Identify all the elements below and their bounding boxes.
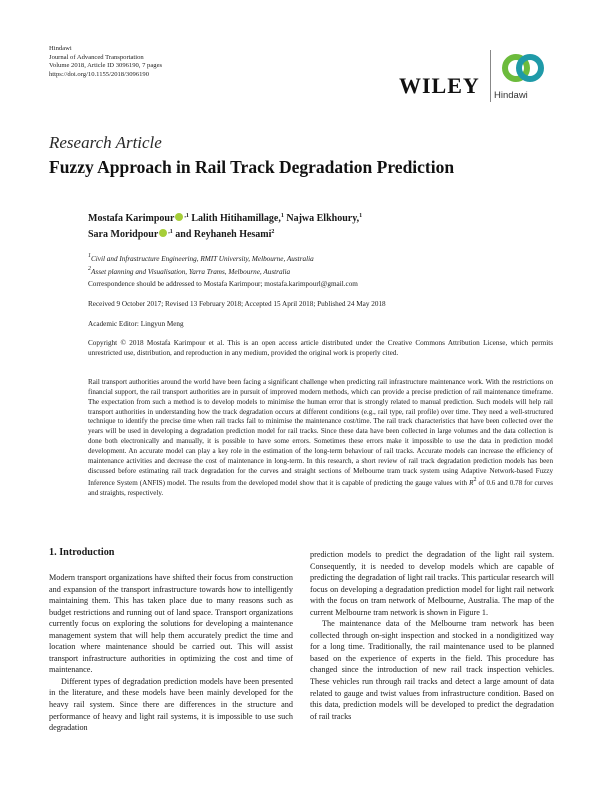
- volume-info: Volume 2018, Article ID 3096190, 7 pages: [49, 62, 163, 70]
- author-list: [88, 210, 548, 241]
- paragraph: The maintenance data of the Melbourne tram network has been collected through on-sight inspection and stocked in a nondigitized way for a long time. Traditionally, the rail maintenance used to be planned based on the experience of experts in the field. This procedure has changed since the introduction of new rail track inspection vehicles. These vehicles run through rail tracks and detect a large amount of data related to gauge and twist values from infrastructure condition. Based on this data, prediction models will be developed to predict the degradation of rail tracks: [310, 619, 554, 721]
- paragraph: prediction models to predict the degradation of the light rail system. Consequently, it is needed to develop models which are capable of predicting the degradation of light rail tracks. This particular research will focus on developing a degradation prediction model for light rail network with the focus on tram network of Melbourne, Australia. The map of the current Melbourne tram network is shown in Figure 1.: [310, 550, 554, 617]
- abstract: [88, 378, 553, 499]
- author-name[interactable]: Lalith Hitihamillage,: [188, 213, 281, 224]
- publisher-logos: [395, 48, 555, 104]
- copyright-notice: Copyright © 2018 Mostafa Karimpour et al. This is an open access article distributed under the Creative Commons Attribution License, which permits unrestricted use, distribution, and reproduction in any medium, provided the original work is properly cited.: [88, 339, 553, 357]
- wiley-logo: WILEY: [399, 73, 480, 98]
- article-type: Research Article: [49, 133, 162, 152]
- orcid-icon[interactable]: [159, 229, 167, 237]
- abstract-tail: of 0.6 and 0.78 for curves and straights, respectively.: [88, 479, 553, 498]
- publisher-name: Hindawi: [49, 45, 72, 52]
- doi-link[interactable]: https://doi.org/10.1155/2018/3096190: [49, 70, 150, 78]
- affiliation-marker: ,1: [184, 213, 189, 219]
- affiliations: [88, 251, 548, 277]
- author-name[interactable]: and Reyhaneh Hesami: [172, 228, 272, 240]
- affiliation-1: $^1$Civil and Infrastructure Engineering, RMIT University, Melbourne, Australia: [88, 253, 314, 263]
- affiliation-marker: ,1: [168, 228, 173, 235]
- publication-dates: Received 9 October 2017; Revised 13 February 2018; Accepted 15 April 2018; Published 24 May 2018: [88, 300, 386, 308]
- paragraph: Modern transport organizations have shifted their focus from construction and expansion of the transport infrastructure towards how to intelligently maintaining them. This has taken place due to many reasons such as budget restrictions and running out of land space. Transport organizations currently focus on exploring the solutions for developing a maintenance management system that will help them accurately predict the time and location where maintenance should be carried out. This will assist transport infrastructure authorities in optimizing the cost and time of maintenance.: [49, 573, 293, 675]
- affiliation-2: $^2$Asset planning and Visualisation, Yarra Trams, Melbourne, Australia: [88, 266, 291, 276]
- r-symbol: R: [469, 479, 474, 488]
- author-name[interactable]: Najwa Elkhoury,: [283, 213, 360, 224]
- section-heading-introduction: 1. Introduction: [49, 547, 115, 558]
- hindawi-logo-icon: [501, 48, 545, 88]
- left-column: [49, 572, 293, 734]
- abstract-text: Rail transport authorities around the world have been facing a significant challenge when predicting rail infrastructure maintenance work. With the restrictions on financial support, the rail transport authorities are in pursuit of improved modern methods, which can provide a precise prediction of rail maintenance timeframe. The expectation from such a method is to develop models to minimise the human error that is strongly related to manual prediction. Such models will help rail transport authorities in understanding how the track degradation occurs at different conditions (e.g., rail type, rail profile) over time. They need a well-structured technique to identify the precise time when rail tracks fail to minimise the maintenance cost/time. The rail track characteristics that have been collected over the years will be used in developing a degradation prediction model for rail tracks. Since these data have been collected in large volumes and the data collection is done both electronically and manually, it is possible to have some errors. Sometimes these errors make it impossible to use the data in prediction model development. An accurate model can play a key role in the estimation of the long-term behaviour of rail tracks. Accurate models can increase the efficiency of maintenance activities and decrease the cost of maintenance in long-term. In this research, a short review of rail track degradation prediction models has been discussed before estimating rail track degradation for the curves and straight sections of Melbourne tram track system using Adaptive Network-based Fuzzy Inference System (ANFIS) model. The results from the developed model show that it is capable of predicting the gauge values with: [88, 378, 553, 488]
- affiliation-marker: 2: [271, 228, 275, 235]
- orcid-icon[interactable]: [175, 213, 183, 221]
- author-name[interactable]: Sara Moridpour: [88, 228, 159, 240]
- correspondence: Correspondence should be addressed to Mostafa Karimpour; mostafa.karimpourl@gmail.com: [88, 280, 358, 288]
- affiliation-marker: 1: [280, 213, 284, 219]
- paragraph: Different types of degradation prediction models have been presented in the literature, and these models have been mainly developed for the heavy rail system. Since there are differences in the structure and performance of heavy and light rail systems, it is impossible to use such degradation: [49, 676, 293, 733]
- logo-divider: [490, 50, 491, 102]
- paper-title: Fuzzy Approach in Rail Track Degradation Prediction: [49, 157, 455, 177]
- journal-name: Journal of Advanced Transportation: [49, 53, 144, 61]
- hindawi-logo-text: Hindawi: [494, 90, 528, 101]
- r-superscript: 2: [473, 477, 477, 484]
- journal-masthead: [49, 45, 249, 79]
- right-column: [310, 549, 554, 722]
- academic-editor: Academic Editor: Lingyun Meng: [88, 320, 184, 328]
- affiliation-marker: 1: [359, 213, 363, 219]
- author-name[interactable]: Mostafa Karimpour: [88, 213, 175, 224]
